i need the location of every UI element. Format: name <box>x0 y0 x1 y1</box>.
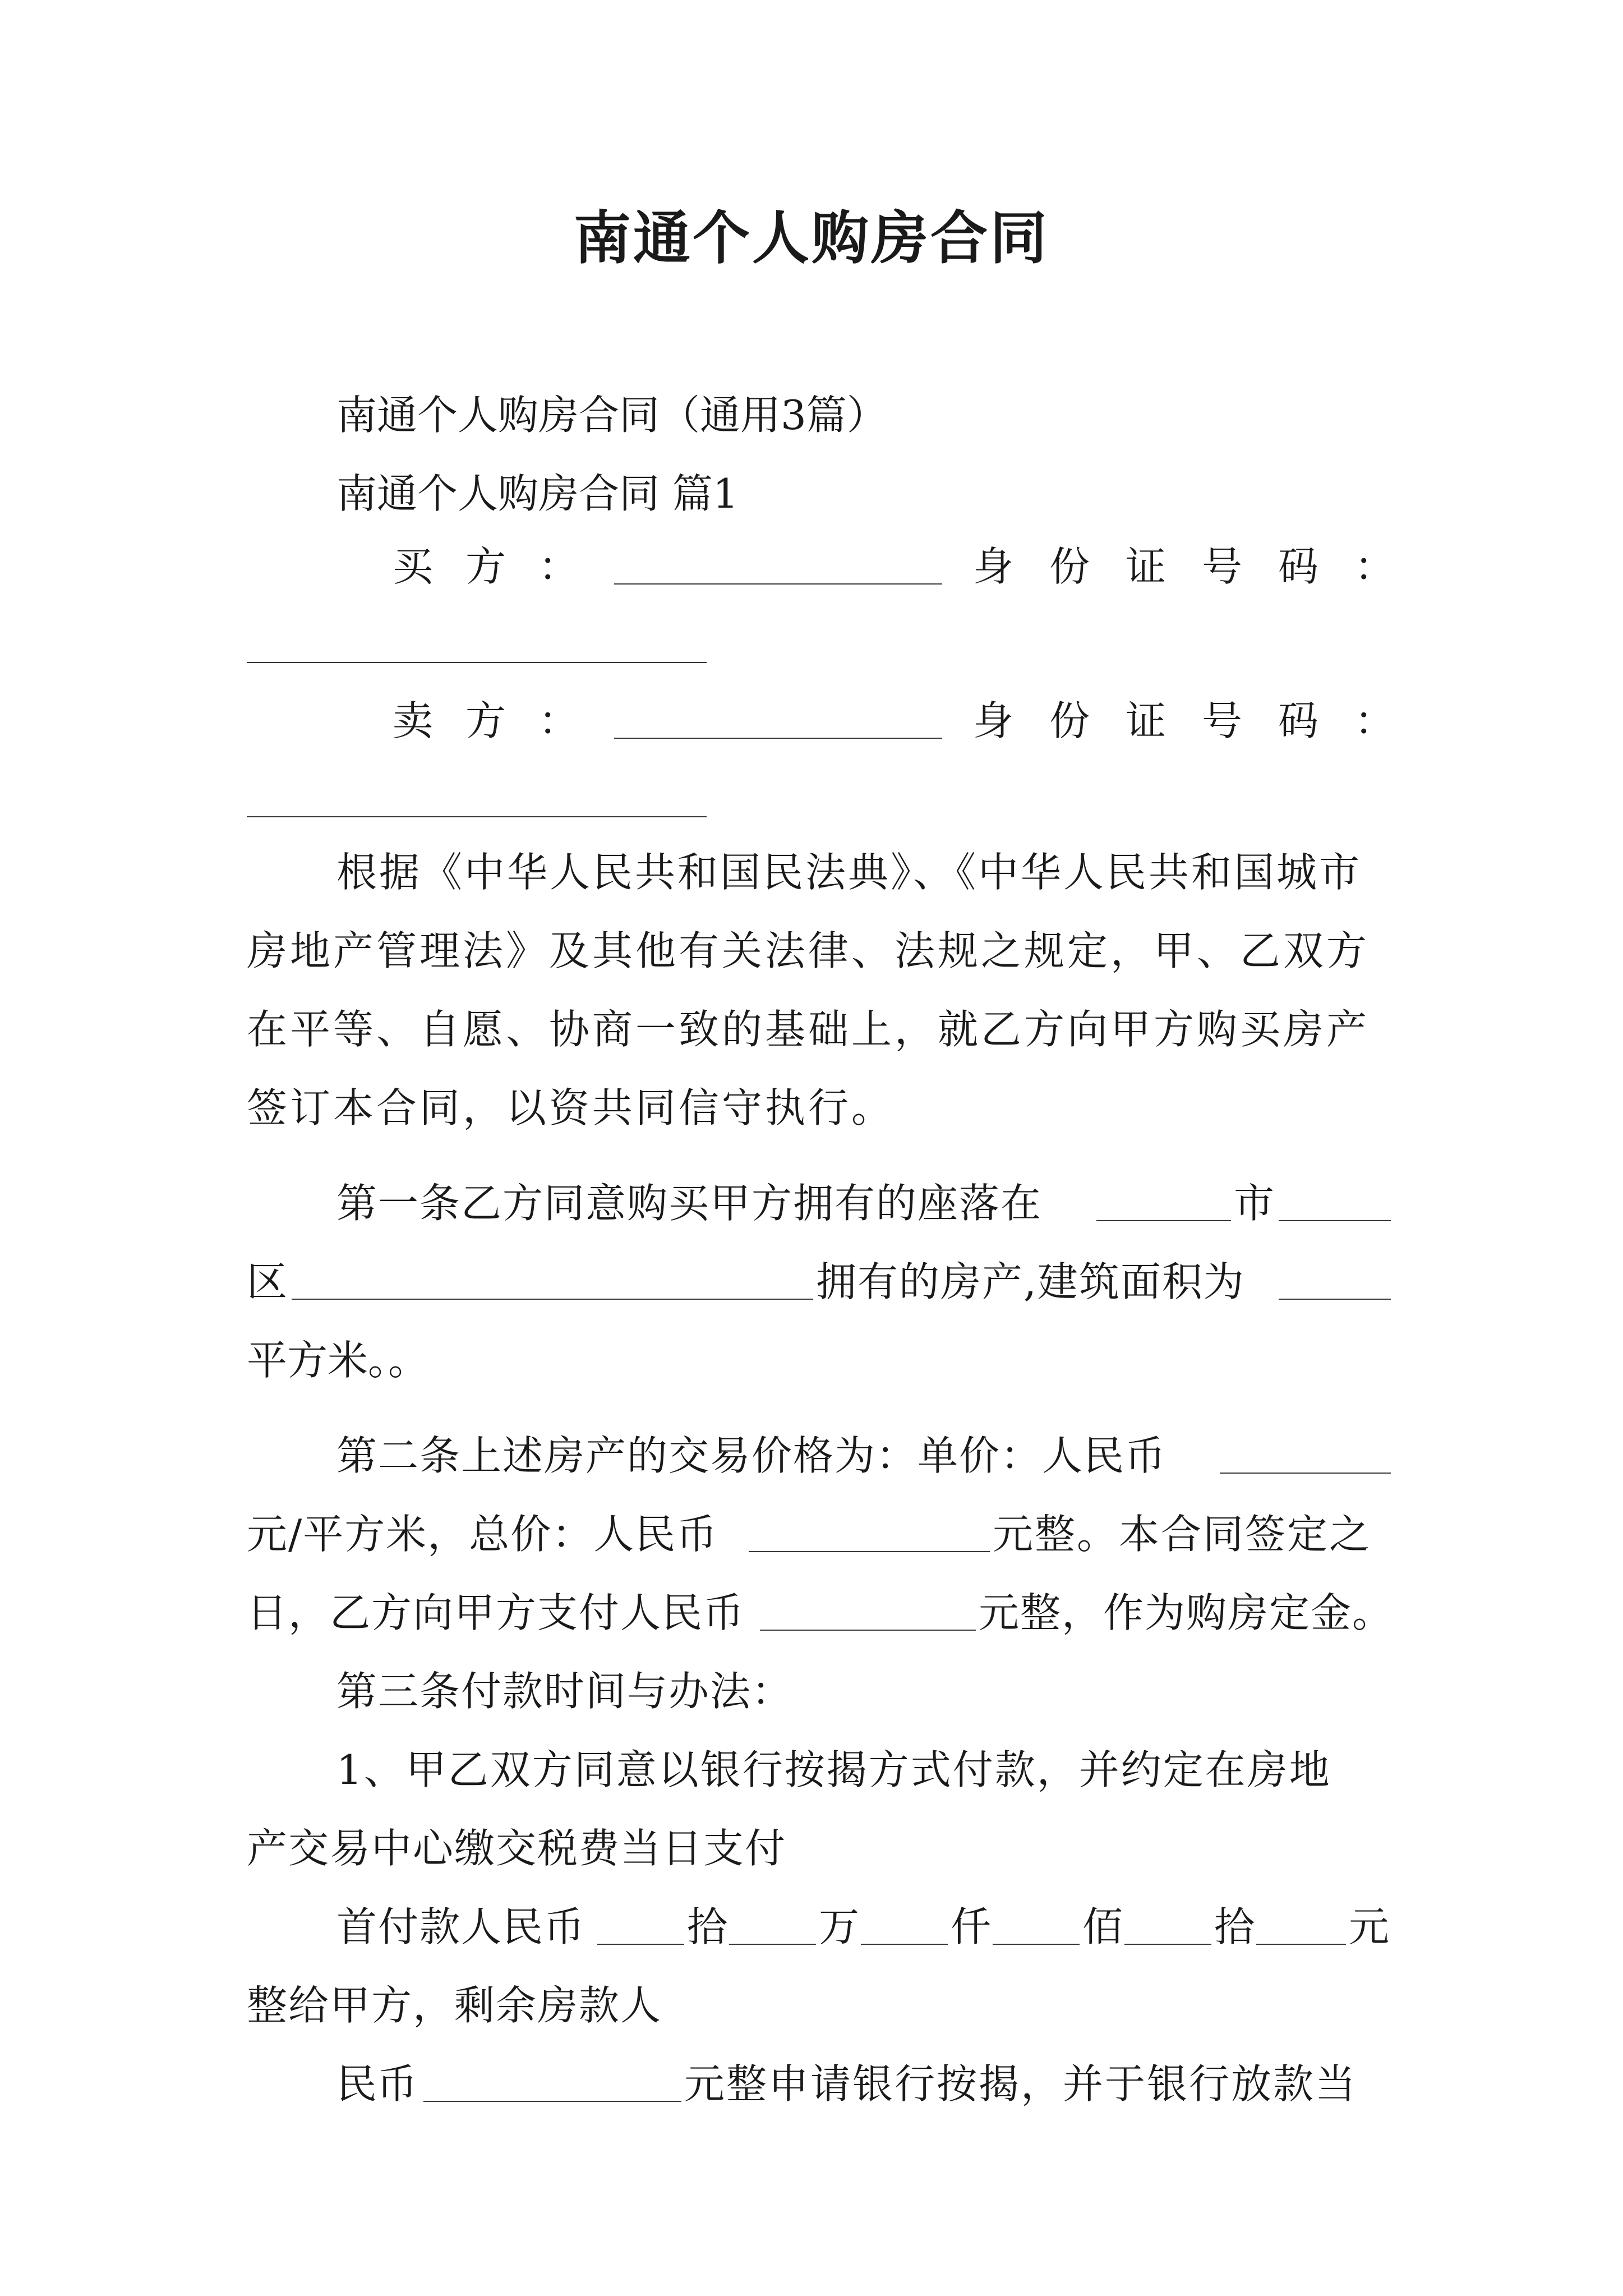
unit-wan: 万 <box>819 1903 860 1950</box>
art1-area-blank <box>1279 1299 1391 1300</box>
art2-deposit-blank <box>760 1630 976 1631</box>
art1-city-label: 市 <box>1234 1180 1275 1227</box>
downpay-blank-1 <box>597 1944 684 1945</box>
intro-line-3: 在平等、自愿、协商一致的基础上，就乙方向甲方购买房产 <box>247 1006 1370 1053</box>
art2-text-e: 元整，作为购房定金。 <box>979 1589 1394 1636</box>
art3-loan-label: 民币 <box>336 2060 418 2108</box>
downpay-blank-2 <box>729 1944 816 1945</box>
unit-shi-2: 拾 <box>1214 1903 1255 1950</box>
unit-qian: 仟 <box>951 1903 992 1950</box>
buyer-id-blank <box>247 662 707 663</box>
art1-text-a: 第一条乙方同意购买甲方拥有的座落在 <box>336 1180 1043 1227</box>
unit-yuan: 元 <box>1349 1903 1390 1950</box>
buyer-name-blank <box>614 583 942 585</box>
art2-text-c: 元整。本合同签定之 <box>993 1511 1372 1558</box>
art3-item1-line-2: 产交易中心缴交税费当日支付 <box>247 1825 787 1872</box>
buyer-id-label: 身份证号码： <box>973 543 1431 590</box>
buyer-label: 买方： <box>393 543 612 590</box>
downpay-blank-4 <box>993 1944 1080 1945</box>
art1-district-blank <box>1279 1220 1391 1221</box>
art3-heading: 第三条付款时间与办法： <box>336 1668 794 1715</box>
art2-unitprice-blank <box>1220 1473 1391 1474</box>
seller-label: 卖方： <box>393 697 612 744</box>
art3-downpay-line-2: 整给甲方，剩余房款人 <box>247 1982 662 2029</box>
art1-text-d: 拥有的房产,建筑面积为 <box>816 1258 1245 1305</box>
loan-amount-blank <box>423 2101 681 2102</box>
art2-total-blank <box>749 1551 990 1552</box>
art3-loan-text: 元整申请银行按揭，并于银行放款当 <box>684 2060 1358 2108</box>
section-heading: 南通个人购房合同 篇1 <box>336 470 739 517</box>
art2-text-d: 日，乙方向甲方支付人民币 <box>247 1589 745 1636</box>
seller-id-label: 身份证号码： <box>973 697 1431 744</box>
unit-shi-1: 拾 <box>687 1903 728 1950</box>
art3-item1-line-1: 1、甲乙双方同意以银行按揭方式付款，并约定在房地 <box>336 1746 1331 1793</box>
intro-line-4: 签订本合同，以资共同信守执行。 <box>247 1084 895 1131</box>
unit-bai: 佰 <box>1082 1903 1123 1950</box>
document-title: 南通个人购房合同 <box>574 205 1049 272</box>
downpay-blank-6 <box>1256 1944 1346 1945</box>
intro-line-2: 房地产管理法》及其他有关法律、法规之规定，甲、乙双方 <box>247 927 1370 974</box>
downpay-blank-5 <box>1124 1944 1211 1945</box>
art2-text-b: 元/平方米，总价：人民币 <box>247 1511 718 1558</box>
seller-id-blank <box>247 816 707 817</box>
intro-line-1: 根据《中华人民共和国民法典》、《中华人民共和国城市 <box>336 849 1362 896</box>
art1-district-label: 区 <box>247 1258 288 1305</box>
art3-downpay-label: 首付款人民币 <box>336 1903 586 1950</box>
document-subtitle: 南通个人购房合同（通用3篇） <box>336 392 887 439</box>
art1-city-blank <box>1096 1220 1231 1221</box>
seller-name-blank <box>614 738 942 739</box>
art2-text-a: 第二条上述房产的交易价格为：单价：人民币 <box>336 1432 1167 1479</box>
art1-address-blank <box>292 1299 813 1300</box>
art1-text-e: 平方米。。 <box>247 1337 429 1384</box>
downpay-blank-3 <box>861 1944 948 1945</box>
